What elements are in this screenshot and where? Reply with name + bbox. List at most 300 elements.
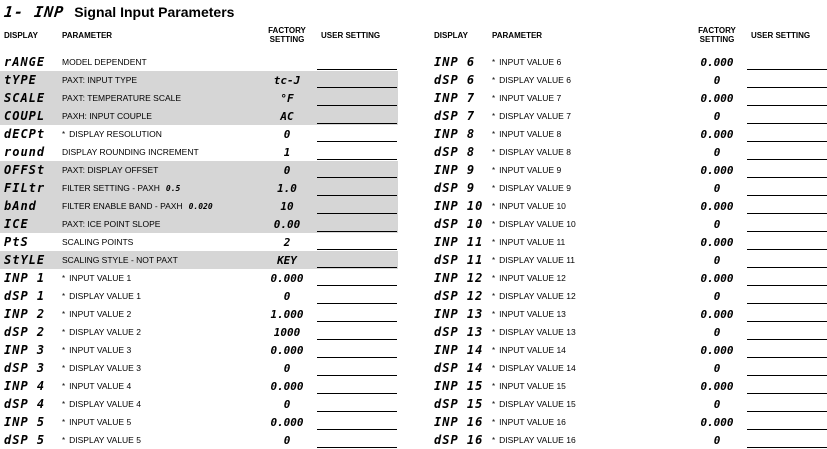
display-code: INP 2: [4, 307, 46, 321]
parameter-label: INPUT VALUE 15: [499, 381, 566, 391]
table-row: [430, 323, 827, 341]
user-setting-field[interactable]: [317, 69, 397, 70]
parameter-cell: [62, 377, 131, 395]
parameter-cell: [492, 287, 576, 305]
asterisk-marker: *: [492, 417, 496, 427]
parameter-label: DISPLAY VALUE 10: [499, 219, 576, 229]
asterisk-marker: *: [492, 129, 496, 139]
display-code: INP 15: [434, 379, 484, 393]
display-code: dSP 5: [4, 433, 46, 447]
asterisk-marker: *: [62, 309, 66, 319]
header-display: DISPLAY: [434, 31, 468, 40]
table-row: [430, 431, 827, 449]
asterisk-marker: *: [492, 147, 496, 157]
table-row: [430, 251, 827, 269]
asterisk-marker: *: [492, 93, 496, 103]
user-setting-field[interactable]: [317, 213, 397, 214]
header-user-setting: USER SETTING: [751, 31, 811, 40]
factory-setting: 0.000: [700, 163, 734, 177]
table-row: [430, 269, 827, 287]
asterisk-marker: *: [492, 399, 496, 409]
factory-setting: 1: [283, 145, 291, 159]
display-code: dSP 7: [434, 109, 476, 123]
user-setting-field[interactable]: [747, 393, 827, 394]
factory-setting: 0: [713, 397, 721, 411]
factory-setting: 0.000: [700, 199, 734, 213]
asterisk-marker: *: [492, 273, 496, 283]
left-parameter-table: [0, 26, 400, 447]
parameter-cell: [492, 161, 561, 179]
display-code: dSP 9: [434, 181, 476, 195]
user-setting-field[interactable]: [317, 123, 397, 124]
display-code: OFFSt: [4, 163, 46, 177]
user-setting-field[interactable]: [747, 285, 827, 286]
user-setting-field[interactable]: [317, 249, 397, 250]
display-code: dECPt: [4, 127, 46, 141]
table-row: [430, 233, 827, 251]
asterisk-marker: *: [62, 381, 66, 391]
parameter-cell: [492, 233, 565, 251]
factory-setting: 0: [713, 289, 721, 303]
display-code: INP 10: [434, 199, 484, 213]
user-setting-field[interactable]: [317, 339, 397, 340]
factory-setting: 0: [713, 109, 721, 123]
parameter-cell: [62, 71, 137, 89]
parameter-label: INPUT VALUE 11: [499, 237, 566, 247]
factory-setting: 0.000: [700, 271, 734, 285]
parameter-label: INPUT VALUE 5: [69, 417, 132, 427]
header-factory-setting: [262, 26, 312, 44]
table-row: [0, 395, 398, 413]
parameter-cell: [492, 359, 576, 377]
asterisk-marker: *: [62, 129, 66, 139]
table-row: [430, 215, 827, 233]
parameter-cell: [62, 359, 141, 377]
asterisk-marker: *: [492, 309, 496, 319]
user-setting-field[interactable]: [747, 213, 827, 214]
parameter-label: DISPLAY VALUE 5: [69, 435, 141, 445]
parameter-cell: [62, 431, 141, 449]
user-setting-field[interactable]: [747, 177, 827, 178]
user-setting-field[interactable]: [747, 429, 827, 430]
display-code: dSP 11: [434, 253, 484, 267]
factory-setting: 0.000: [700, 415, 734, 429]
table-row: [0, 71, 398, 89]
parameter-cell: [492, 305, 566, 323]
header-factory-setting: [692, 26, 742, 44]
asterisk-marker: *: [492, 291, 496, 301]
header-factory-line1: FACTORY: [698, 26, 736, 35]
parameter-cell: [492, 395, 576, 413]
parameter-cell: [492, 413, 566, 431]
display-code: dSP 13: [434, 325, 484, 339]
parameter-cell: [492, 269, 566, 287]
factory-setting: 0: [283, 127, 291, 141]
user-setting-field[interactable]: [747, 411, 827, 412]
factory-setting: 0.000: [700, 91, 734, 105]
table-row: [430, 53, 827, 71]
section-code: 1- INP: [3, 3, 66, 21]
table-row: [0, 359, 398, 377]
parameter-label: DISPLAY VALUE 3: [69, 363, 141, 373]
table-row: [0, 107, 398, 125]
asterisk-marker: *: [62, 345, 66, 355]
table-row: [430, 179, 827, 197]
user-setting-field[interactable]: [747, 375, 827, 376]
asterisk-marker: *: [492, 57, 496, 67]
parameter-cell: [492, 179, 571, 197]
asterisk-marker: *: [492, 183, 496, 193]
asterisk-marker: *: [492, 345, 496, 355]
user-setting-field[interactable]: [317, 321, 397, 322]
asterisk-marker: *: [492, 255, 496, 265]
factory-setting: 0.000: [700, 343, 734, 357]
factory-setting: 0: [713, 433, 721, 447]
asterisk-marker: *: [492, 111, 496, 121]
factory-setting: 0.00: [273, 217, 301, 231]
table-row: [430, 413, 827, 431]
parameter-label: INPUT VALUE 9: [499, 165, 562, 175]
factory-setting: 0.000: [270, 343, 304, 357]
user-setting-field[interactable]: [317, 285, 397, 286]
asterisk-marker: *: [62, 435, 66, 445]
display-code: FILtr: [4, 181, 46, 195]
parameter-label: INPUT VALUE 16: [499, 417, 566, 427]
parameter-label: INPUT VALUE 12: [499, 273, 566, 283]
header-parameter: PARAMETER: [62, 31, 113, 40]
factory-setting: 0: [713, 253, 721, 267]
parameter-cell: [492, 377, 566, 395]
table-row: [0, 215, 398, 233]
parameter-label: PAXT: INPUT TYPE: [62, 75, 138, 85]
table-row: [0, 179, 398, 197]
parameter-label: INPUT VALUE 1: [69, 273, 132, 283]
factory-setting: 0: [283, 289, 291, 303]
parameter-label: DISPLAY VALUE 2: [69, 327, 141, 337]
factory-setting: 1000: [273, 325, 301, 339]
table-row: [0, 287, 398, 305]
display-code: rANGE: [4, 55, 46, 69]
user-setting-field[interactable]: [317, 375, 397, 376]
factory-setting: 0: [713, 361, 721, 375]
asterisk-marker: *: [492, 237, 496, 247]
parameter-label: INPUT VALUE 13: [499, 309, 566, 319]
factory-setting: tc-J: [273, 73, 301, 87]
factory-setting: 2: [283, 235, 291, 249]
table-row: [0, 233, 398, 251]
parameter-label: PAXT: DISPLAY OFFSET: [62, 165, 159, 175]
parameter-cell: [492, 251, 575, 269]
parameter-cell: [62, 395, 141, 413]
asterisk-marker: *: [492, 363, 496, 373]
asterisk-marker: *: [492, 381, 496, 391]
parameter-label: MODEL DEPENDENT: [62, 57, 147, 67]
parameter-cell: [62, 89, 181, 107]
asterisk-marker: *: [492, 327, 496, 337]
user-setting-field[interactable]: [317, 357, 397, 358]
asterisk-marker: *: [62, 399, 66, 409]
parameter-label: PAXH: INPUT COUPLE: [62, 111, 152, 121]
display-code: ICE: [4, 217, 29, 231]
display-code: INP 6: [434, 55, 476, 69]
parameter-label: FILTER ENABLE BAND - PAXH: [62, 201, 183, 211]
table-row: [430, 377, 827, 395]
user-setting-field[interactable]: [317, 267, 397, 268]
parameter-label: DISPLAY VALUE 11: [499, 255, 576, 265]
table-row: [430, 197, 827, 215]
factory-setting: 0: [283, 433, 291, 447]
display-code: INP 11: [434, 235, 484, 249]
parameter-cell: [62, 179, 180, 197]
display-code: INP 4: [4, 379, 46, 393]
user-setting-field[interactable]: [747, 321, 827, 322]
parameter-label: DISPLAY VALUE 8: [499, 147, 571, 157]
factory-setting: KEY: [277, 253, 297, 267]
table-row: [0, 53, 398, 71]
user-setting-field[interactable]: [317, 195, 397, 196]
parameter-cell: [62, 197, 213, 215]
display-code: dSP 6: [434, 73, 476, 87]
display-code: INP 3: [4, 343, 46, 357]
factory-setting: 10: [280, 199, 294, 213]
parameter-label: INPUT VALUE 10: [499, 201, 566, 211]
factory-setting: 1.0: [277, 181, 297, 195]
display-code: INP 13: [434, 307, 484, 321]
user-setting-field[interactable]: [747, 105, 827, 106]
parameter-cell: [492, 89, 561, 107]
parameter-cell: [62, 323, 141, 341]
asterisk-marker: *: [492, 201, 496, 211]
asterisk-marker: *: [492, 75, 496, 85]
parameter-cell: [62, 143, 199, 161]
parameter-label: INPUT VALUE 2: [69, 309, 132, 319]
user-setting-field[interactable]: [747, 447, 827, 448]
parameter-label: DISPLAY RESOLUTION: [69, 129, 162, 139]
header-display: DISPLAY: [4, 31, 38, 40]
parameter-label: DISPLAY ROUNDING INCREMENT: [62, 147, 199, 157]
table-row: [0, 323, 398, 341]
user-setting-field[interactable]: [747, 195, 827, 196]
user-setting-field[interactable]: [747, 159, 827, 160]
parameter-label: INPUT VALUE 14: [499, 345, 566, 355]
parameter-cell: [492, 323, 576, 341]
table-row: [0, 251, 398, 269]
user-setting-field[interactable]: [747, 267, 827, 268]
asterisk-marker: *: [62, 273, 66, 283]
asterisk-marker: *: [62, 417, 66, 427]
table-row: [0, 377, 398, 395]
parameter-label: INPUT VALUE 8: [499, 129, 562, 139]
user-setting-field[interactable]: [747, 141, 827, 142]
header-parameter: PARAMETER: [492, 31, 543, 40]
display-code: bAnd: [4, 199, 37, 213]
factory-setting: 0: [283, 397, 291, 411]
factory-setting: 0.000: [700, 307, 734, 321]
factory-setting: 0.000: [700, 235, 734, 249]
factory-setting: 0.000: [700, 127, 734, 141]
display-code: dSP 2: [4, 325, 46, 339]
parameter-label: DISPLAY VALUE 1: [69, 291, 141, 301]
user-setting-field[interactable]: [317, 87, 397, 88]
factory-setting: 0: [713, 217, 721, 231]
parameter-label: SCALING POINTS: [62, 237, 134, 247]
parameter-cell: [492, 341, 566, 359]
parameter-cell: [62, 107, 152, 125]
display-code: dSP 14: [434, 361, 484, 375]
parameter-cell: [62, 413, 131, 431]
user-setting-field[interactable]: [317, 303, 397, 304]
display-code: round: [4, 145, 46, 159]
display-code: dSP 4: [4, 397, 46, 411]
factory-setting: 0: [713, 181, 721, 195]
parameter-cell: [62, 269, 131, 287]
parameter-label: INPUT VALUE 3: [69, 345, 132, 355]
display-code: INP 1: [4, 271, 46, 285]
parameter-inline-value: 0.020: [188, 201, 213, 211]
table-row: [430, 395, 827, 413]
display-code: tYPE: [4, 73, 37, 87]
table-row: [0, 89, 398, 107]
parameter-label: INPUT VALUE 6: [499, 57, 562, 67]
parameter-label: DISPLAY VALUE 7: [499, 111, 571, 121]
user-setting-field[interactable]: [317, 447, 397, 448]
factory-setting: 1.000: [270, 307, 304, 321]
table-row: [0, 197, 398, 215]
parameter-label: FILTER SETTING - PAXH: [62, 183, 160, 193]
display-code: INP 12: [434, 271, 484, 285]
display-code: PtS: [4, 235, 29, 249]
table-row: [0, 341, 398, 359]
user-setting-field[interactable]: [747, 303, 827, 304]
parameter-cell: [492, 71, 571, 89]
user-setting-field[interactable]: [747, 339, 827, 340]
table-row: [430, 107, 827, 125]
user-setting-field[interactable]: [747, 231, 827, 232]
parameter-label: INPUT VALUE 4: [69, 381, 132, 391]
user-setting-field[interactable]: [317, 411, 397, 412]
parameter-cell: [62, 341, 131, 359]
header-user-setting: USER SETTING: [321, 31, 381, 40]
display-code: COUPL: [4, 109, 46, 123]
display-code: SCALE: [4, 91, 46, 105]
parameter-label: DISPLAY VALUE 9: [499, 183, 571, 193]
user-setting-field[interactable]: [317, 177, 397, 178]
user-setting-field[interactable]: [317, 159, 397, 160]
table-row: [430, 359, 827, 377]
user-setting-field[interactable]: [317, 231, 397, 232]
factory-setting: 0: [713, 325, 721, 339]
asterisk-marker: *: [492, 435, 496, 445]
table-row: [430, 71, 827, 89]
factory-setting: [262, 53, 312, 71]
user-setting-field[interactable]: [747, 249, 827, 250]
parameter-cell: [62, 53, 147, 71]
table-row: [430, 125, 827, 143]
parameter-cell: [492, 107, 571, 125]
asterisk-marker: *: [492, 219, 496, 229]
parameter-cell: [62, 161, 158, 179]
table-row: [0, 413, 398, 431]
asterisk-marker: *: [492, 165, 496, 175]
factory-setting: 0: [283, 163, 291, 177]
display-code: dSP 12: [434, 289, 484, 303]
display-code: dSP 1: [4, 289, 46, 303]
display-code: dSP 8: [434, 145, 476, 159]
parameter-label: DISPLAY VALUE 4: [69, 399, 141, 409]
table-row: [430, 287, 827, 305]
factory-setting: 0.000: [700, 55, 734, 69]
user-setting-field[interactable]: [747, 69, 827, 70]
display-code: INP 8: [434, 127, 476, 141]
factory-setting: 0.000: [270, 379, 304, 393]
right-parameter-table: [430, 26, 827, 447]
display-code: dSP 3: [4, 361, 46, 375]
parameter-cell: [62, 215, 160, 233]
table-row: [430, 143, 827, 161]
parameter-cell: [62, 287, 141, 305]
parameter-cell: [492, 197, 566, 215]
user-setting-field[interactable]: [747, 357, 827, 358]
user-setting-field[interactable]: [317, 393, 397, 394]
factory-setting: AC: [280, 109, 294, 123]
section-title: [4, 2, 234, 22]
parameter-label: SCALING STYLE - NOT PAXT: [62, 255, 178, 265]
table-row: [430, 341, 827, 359]
parameter-label: INPUT VALUE 7: [499, 93, 562, 103]
display-code: dSP 16: [434, 433, 484, 447]
display-code: INP 16: [434, 415, 484, 429]
parameter-label: PAXT: ICE POINT SLOPE: [62, 219, 161, 229]
display-code: INP 9: [434, 163, 476, 177]
display-code: dSP 10: [434, 217, 484, 231]
parameter-cell: [62, 305, 131, 323]
table-row: [0, 125, 398, 143]
parameter-cell: [492, 215, 576, 233]
parameter-cell: [62, 251, 178, 269]
user-setting-field[interactable]: [317, 105, 397, 106]
parameter-label: DISPLAY VALUE 14: [499, 363, 576, 373]
factory-setting: 0: [283, 361, 291, 375]
display-code: dSP 15: [434, 397, 484, 411]
display-code: INP 5: [4, 415, 46, 429]
factory-setting: 0.000: [270, 415, 304, 429]
asterisk-marker: *: [62, 291, 66, 301]
user-setting-field[interactable]: [747, 123, 827, 124]
table-row: [0, 305, 398, 323]
parameter-cell: [492, 125, 561, 143]
user-setting-field[interactable]: [317, 141, 397, 142]
header-factory-line1: FACTORY: [268, 26, 306, 35]
asterisk-marker: *: [62, 327, 66, 337]
display-code: INP 14: [434, 343, 484, 357]
asterisk-marker: *: [62, 363, 66, 373]
display-code: StYLE: [4, 253, 46, 267]
user-setting-field[interactable]: [747, 87, 827, 88]
display-code: INP 7: [434, 91, 476, 105]
table-row: [430, 305, 827, 323]
parameter-cell: [492, 143, 571, 161]
user-setting-field[interactable]: [317, 429, 397, 430]
table-row: [0, 143, 398, 161]
table-row: [430, 161, 827, 179]
parameter-cell: [492, 431, 576, 449]
parameter-label: DISPLAY VALUE 6: [499, 75, 571, 85]
parameter-inline-value: 0.5: [165, 183, 181, 193]
factory-setting: °F: [280, 91, 294, 105]
parameter-cell: [62, 125, 162, 143]
section-title-text: Signal Input Parameters: [74, 4, 235, 20]
parameter-cell: [62, 233, 133, 251]
